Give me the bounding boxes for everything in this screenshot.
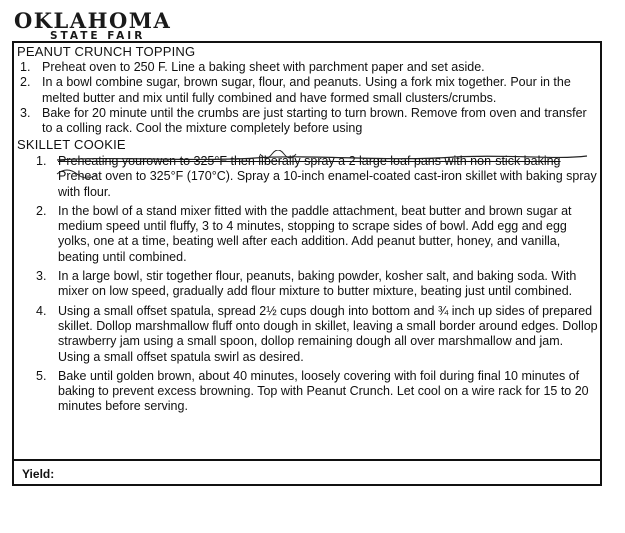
topping-step [20,106,595,137]
step-text: Bake for 20 minute until the crumbs are just starting to turn brown. Remove from oven and transfer to a colling rack. Cool the mixture completely before using [42,105,587,136]
step-text: Using a small offset spatula, spread 2½ cups dough into bottom and ¾ inch up sides of prepared skillet. Dollop marshmallow fluff onto dough in skillet, leaving a small border around edges. Dollop strawberry jam using a small spoon, dollop remaining dough all over marshmallow and jam. Using a small offset spatula swirl as desired. [58,303,598,364]
oklahoma-state-fair-logo [14,10,174,41]
step-number: 4. [36,303,47,318]
cookie-step [36,369,598,415]
cookie-step [36,154,598,200]
step-number: 5. [36,368,47,383]
step-text: Preheat oven to 325°F (170°C). Spray a 10-inch enamel-coated cast-iron skillet with baking spray with flour. [58,169,597,199]
step-number: 2. [36,203,47,218]
step-text: Bake until golden brown, about 40 minutes, loosely covering with foil during final 10 minutes of baking to prevent excess browning. Top with Peanut Crunch. Let cool on a wire rack for 15 to 20 minutes before serving. [58,368,589,414]
topping-steps-list [20,60,595,136]
logo-sub-text: STATE FAIR [50,30,146,42]
logo-main-text: OKLAHOMA [14,8,172,33]
step-number: 1. [20,60,31,74]
yield-row [12,459,602,486]
step-text: Preheat oven to 250 F. Line a baking sheet with parchment paper and set aside. [42,60,485,74]
cookie-step [36,204,598,265]
step-text: In a bowl combine sugar, brown sugar, flour, and peanuts. Using a fork mix together. Pour in the melted butter and mix until fully combined and have formed small clusters/crumbs. [42,75,571,105]
yield-label: Yield: [22,467,55,481]
topping-step [20,75,595,106]
cookie-step [36,269,598,300]
step-number: 1. [36,154,47,168]
step-number: 2. [20,75,31,90]
topping-step [20,60,595,75]
step-number: 3. [20,105,31,120]
topping-section-title: PEANUT CRUNCH TOPPING [17,44,196,59]
cookie-step [36,304,598,365]
crossed-out-text: Preheating yourowen to 325°F then liberally spray a 2 large loaf pans with non-stick baking [58,154,561,168]
step-number: 3. [36,269,47,284]
step-text: In a large bowl, stir together flour, peanuts, baking powder, kosher salt, and baking soda. With mixer on low speed, gradually add flour mixture to butter mixture, beating just until combined. [58,269,577,299]
cookie-section-title: SKILLET COOKIE [17,137,126,152]
cookie-steps-list [36,154,598,415]
step-text: In the bowl of a stand mixer fitted with the paddle attachment, beat butter and brown sugar at medium speed until fluffy, 3 to 4 minutes, stopping to scrape sides of bowl. Add egg and egg yolks, one at a time, beating well after each addition. Add peanut butter, honey, and vanilla, beating until combined. [58,203,572,264]
